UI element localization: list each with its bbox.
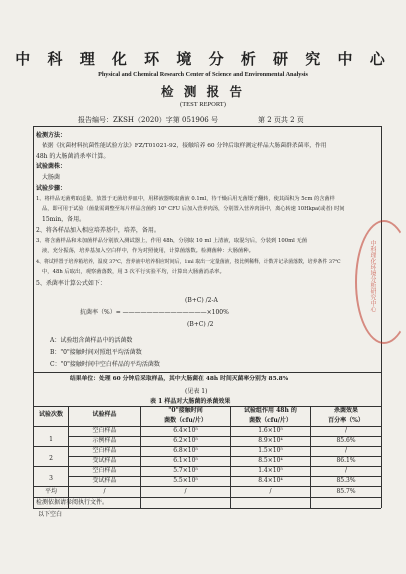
avg-no: 平均 <box>44 488 57 495</box>
th-48h-sub: 菌数（cfu/片） <box>249 417 292 424</box>
section-divider <box>33 372 381 373</box>
g3-r2-sample: 受试样品 <box>92 477 117 484</box>
legend-b: B："0"接触时间对照组平均活菌数 <box>50 349 142 356</box>
step-4-line-b: 中，48h 后取出，观察菌落数，用 3 次平行实验平均，计算出大肠菌消杀率。 <box>42 269 225 275</box>
step-1-line-a: 1、将样品无菌剪取适量，放置于无菌培养皿中，用移液器吸取菌液 0.1ml，待干燥后用无菌镊子翻转，使其面积为 5cm 的含菌样 <box>36 196 335 202</box>
frame-top <box>33 126 381 127</box>
frame-left <box>33 126 34 508</box>
g2-r2-sample: 受试样品 <box>92 457 117 464</box>
g2-r2-zero: 6.1×10⁵ <box>173 457 198 464</box>
table-top <box>33 406 381 407</box>
th-no: 试验次数 <box>38 411 63 418</box>
g1-r2-zero: 6.2×10⁵ <box>173 437 198 444</box>
g3-r1-rate: / <box>344 467 348 474</box>
step-5: 5、杀菌率计算公式如下： <box>36 280 106 287</box>
report-number: 报告编号：ZKSH（2020）字第 051906 号 <box>78 116 218 124</box>
page-number: 第 2 页共 2 页 <box>258 116 304 124</box>
g3-r2-48h: 8.4×10⁴ <box>258 477 283 484</box>
g1-r2-48h: 8.9×10⁴ <box>258 437 283 444</box>
group-line <box>33 446 381 447</box>
g3-r2-rate: 85.3% <box>336 477 356 484</box>
g1-no: 1 <box>49 436 53 443</box>
th-rate: 杀菌效果 <box>333 407 358 414</box>
avg-sample: / <box>103 488 106 495</box>
th-zero-sub: 菌数（cfu/片） <box>164 417 207 424</box>
strain-name: 大肠菌 <box>42 174 61 181</box>
step-4-line-a: 4、将试样置于培养箱培养，温度 37℃，营养液中培养相应时间后，1ml 取出一定量菌液，按比例稀释，计数并记录菌落数，培养条件 37℃ <box>36 259 341 265</box>
table-header-bottom <box>33 426 381 427</box>
step-1-line-c: 15min，备用。 <box>42 216 86 223</box>
step-1-line-b: 品，即可用于试验（菌量需调整至每片样品含菌约 10⁵ CFU 后加入营养肉汤，分别置入营养肉汤中，离心转速 10Hkpa(或者) 时间 <box>42 206 345 212</box>
report-title-en: (TEST REPORT) <box>180 101 226 108</box>
step-2: 2、将各样品加入相应培养基中，培养，备用。 <box>36 227 160 234</box>
th-sample: 试验样品 <box>92 411 117 418</box>
g2-r1-sample: 空白样品 <box>92 447 117 454</box>
g2-r1-zero: 6.8×10⁵ <box>173 447 198 454</box>
avg-48h: / <box>269 488 272 495</box>
formula-denominator: (B+C) /2 <box>187 321 214 328</box>
group-line <box>33 466 381 467</box>
table-caption-ref: (见表 1) <box>185 388 208 395</box>
org-name-cn: 中 科 理 化 环 境 分 析 研 究 中 心 <box>15 50 391 68</box>
org-name-en: Physical and Chemical Research Center of Science and Environmental Analysis <box>98 71 308 78</box>
g3-no: 3 <box>49 475 53 482</box>
g1-r2-rate: 85.6% <box>336 437 356 444</box>
method-title: 检测方法： <box>36 132 67 139</box>
method-line-2: 48h 的大肠菌消杀率计算。 <box>36 153 110 160</box>
end-marker: 以下空白 <box>38 511 63 518</box>
th-48h: 试验组作用 48h 的 <box>244 407 297 414</box>
table-note: 检测依据请参阅执行文件。 <box>36 499 109 506</box>
g1-r1-zero: 6.4×10⁵ <box>173 427 198 434</box>
step-3-line-a: 3、将含菌样品和未加菌样品分别放入测试器上，作用 48h，分别取 10 ml 上清液，取混匀后，分装到 100ml 无菌 <box>36 238 308 244</box>
g2-no: 2 <box>49 455 53 462</box>
g1-r1-sample: 空白样品 <box>92 427 117 434</box>
formula-numerator: (B+C) /2-A <box>185 297 218 304</box>
official-seal-stamp <box>355 220 406 344</box>
table-bottom <box>33 508 381 509</box>
seal-text: 中科理化环境分析研究中心 <box>369 240 376 312</box>
conclusion: 结果单位：处理 60 分钟后采取样品，其中大肠菌在 48h 时间灭菌率分别为 85.8% <box>70 376 289 382</box>
group-line <box>33 486 381 487</box>
legend-a: A：试验组含菌样品中的活菌数 <box>50 337 133 344</box>
avg-rate: 85.7% <box>336 488 356 495</box>
g2-r1-rate: / <box>344 447 348 454</box>
step-3-line-b: 液，充分振荡，培养基加入空白样中，作为对照使用，计算菌落数。检测菌种：大肠菌种。 <box>42 248 254 254</box>
g1-r2-sample: 示例样品 <box>92 437 117 444</box>
formula-main: 抗菌率（%）= ——————————————×100% <box>80 309 229 316</box>
th-rate-sub: 百分率（%） <box>328 417 364 424</box>
legend-c: C："0"接触时间中空白样品的平均活菌数 <box>50 361 160 368</box>
method-line-1: 依据《抗菌材料抗菌性能试验方法》FZ/T01021-92，接触培养 60 分钟后取样测定样品大肠菌群杀菌率，作用 <box>42 143 327 149</box>
g2-r1-48h: 1.5×10⁵ <box>258 447 283 454</box>
g3-r1-48h: 1.4×10⁵ <box>258 467 283 474</box>
g2-r2-48h: 8.5×10⁴ <box>258 457 283 464</box>
g1-r1-48h: 1.6×10⁵ <box>258 427 283 434</box>
g1-r1-rate: / <box>344 427 348 434</box>
strain-title: 试验菌株： <box>36 163 67 170</box>
g2-r2-rate: 86.1% <box>336 457 356 464</box>
g3-r2-zero: 5.5×10⁵ <box>173 477 198 484</box>
th-zero: "0"接触时间 <box>168 407 203 414</box>
avg-line <box>33 497 381 498</box>
avg-zero: / <box>184 488 187 495</box>
g3-r1-zero: 5.7×10⁵ <box>173 467 198 474</box>
g3-r1-sample: 空白样品 <box>92 467 117 474</box>
report-title-cn: 检 测 报 告 <box>160 84 246 99</box>
table-caption: 表 1 样品对大肠菌的杀菌效果 <box>150 398 231 405</box>
steps-title: 试验步骤： <box>36 185 67 192</box>
